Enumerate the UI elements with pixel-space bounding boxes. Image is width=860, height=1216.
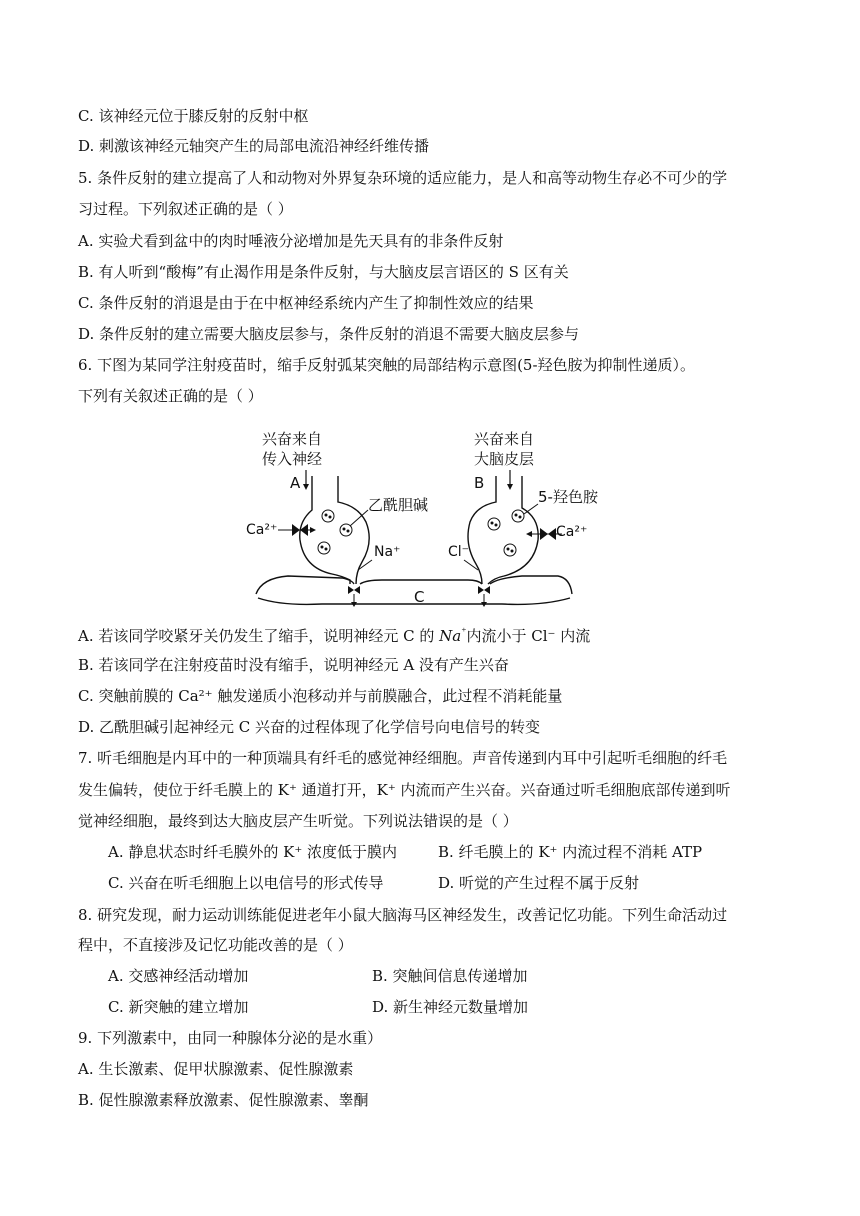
sodium-charge: ⁺ (461, 627, 467, 638)
sodium-label: Na⁺ (374, 544, 401, 560)
q9-option-b: B. 促性腺激素释放激素、促性腺激素、睾酮 (78, 1091, 369, 1109)
q5-option-d: D. 条件反射的建立需要大脑皮层参与，条件反射的消退不需要大脑皮层参与 (78, 325, 580, 343)
acetylcholine-label: 乙酰胆碱 (368, 496, 429, 514)
q8-option-d: D. 新生神经元数量增加 (372, 998, 529, 1016)
chloride-label: Cl⁻ (448, 544, 470, 560)
sodium-symbol: Na (439, 627, 462, 645)
q7-stem-line3: 觉神经细胞，最终到达大脑皮层产生听觉。下列说法错误的是（ ） (78, 812, 518, 830)
q4-option-d: D. 刺激该神经元轴突产生的局部电流沿神经纤维传播 (78, 137, 430, 155)
calcium-label-left: Ca²⁺ (246, 522, 278, 538)
q9-stem: 9. 下列激素中，由同一种腺体分泌的是水重） (78, 1029, 383, 1047)
q6-option-c: C. 突触前膜的 Ca²⁺ 触发递质小泡移动并与前膜融合，此过程不消耗能量 (78, 687, 563, 705)
neuron-c-label: C (414, 588, 425, 606)
q8-option-c: C. 新突触的建立增加 (108, 998, 249, 1016)
left-source-label-1: 兴奋来自 (262, 430, 323, 448)
q7-option-c: C. 兴奋在听毛细胞上以电信号的形式传导 (108, 874, 384, 892)
q5-option-c: C. 条件反射的消退是由于在中枢神经系统内产生了抑制性效应的结果 (78, 294, 534, 312)
q6-option-b: B. 若该同学在注射疫苗时没有缩手，说明神经元 A 没有产生兴奋 (78, 656, 509, 674)
q7-option-a: A. 静息状态时纤毛膜外的 K⁺ 浓度低于膜内 (108, 843, 398, 861)
q5-option-a: A. 实验犬看到盆中的肉时唾液分泌增加是先天具有的非条件反射 (78, 232, 504, 250)
q8-options-row2 (108, 997, 528, 1017)
q7-options-row2 (108, 873, 639, 893)
q7-option-d: D. 听觉的产生过程不属于反射 (438, 874, 640, 892)
neuron-a-label: A (290, 474, 301, 492)
q4-option-c: C. 该神经元位于膝反射的反射中枢 (78, 107, 309, 125)
right-source-label-2: 大脑皮层 (474, 450, 535, 468)
q8-stem-line1: 8. 研究发现，耐力运动训练能促进老年小鼠大脑海马区神经发生，改善记忆功能。下列生命活动过 (78, 906, 728, 924)
vesicles-a (318, 510, 352, 554)
vesicles-b (488, 510, 524, 556)
q6-stem-line2: 下列有关叙述正确的是（ ） (78, 387, 263, 405)
serotonin-label: 5-羟色胺 (538, 488, 598, 506)
q7-options-row1 (108, 842, 702, 862)
q6-option-a-part2: 内流小于 Cl⁻ 内流 (466, 627, 591, 645)
q6-stem-line1: 6. 下图为某同学注射疫苗时，缩手反射弧某突触的局部结构示意图(5-羟色胺为抑制性递质）。 (78, 356, 696, 374)
q7-stem-line2: 发生偏转，使位于纤毛膜上的 K⁺ 通道打开，K⁺ 内流而产生兴奋。兴奋通过听毛细胞底部传递到听 (78, 781, 731, 799)
synapse-diagram (242, 418, 598, 614)
calcium-label-right: Ca²⁺ (556, 524, 588, 540)
q9-option-a: A. 生长激素、促甲状腺激素、促性腺激素 (78, 1060, 354, 1078)
neuron-b-label: B (474, 474, 485, 492)
q7-option-b: B. 纤毛膜上的 K⁺ 内流过程不消耗 ATP (438, 843, 703, 861)
q8-option-b: B. 突触间信息传递增加 (372, 967, 528, 985)
presynaptic-terminal-b (468, 476, 538, 584)
right-source-label-1: 兴奋来自 (474, 430, 535, 448)
q6-option-d: D. 乙酰胆碱引起神经元 C 兴奋的过程体现了化学信号向电信号的转变 (78, 718, 541, 736)
q8-option-a: A. 交感神经活动增加 (108, 967, 249, 985)
q7-stem-line1: 7. 听毛细胞是内耳中的一种顶端具有纤毛的感觉神经细胞。声音传递到内耳中引起听毛细胞的纤毛 (78, 749, 728, 767)
left-source-label-2: 传入神经 (262, 450, 323, 468)
q6-option-a (78, 623, 590, 646)
q5-option-b: B. 有人听到“酸梅”有止渴作用是条件反射，与大脑皮层言语区的 S 区有关 (78, 263, 569, 281)
q5-stem-line2: 习过程。下列叙述正确的是（ ） (78, 200, 293, 218)
q8-options-row1 (108, 966, 528, 986)
q8-stem-line2: 程中，不直接涉及记忆功能改善的是（ ） (78, 936, 353, 954)
q6-option-a-part1: A. 若该同学咬紧牙关仍发生了缩手，说明神经元 C 的 (78, 627, 440, 645)
q5-stem-line1: 5. 条件反射的建立提高了人和动物对外界复杂环境的适应能力，是人和高等动物生存必不可少的学 (78, 169, 728, 187)
